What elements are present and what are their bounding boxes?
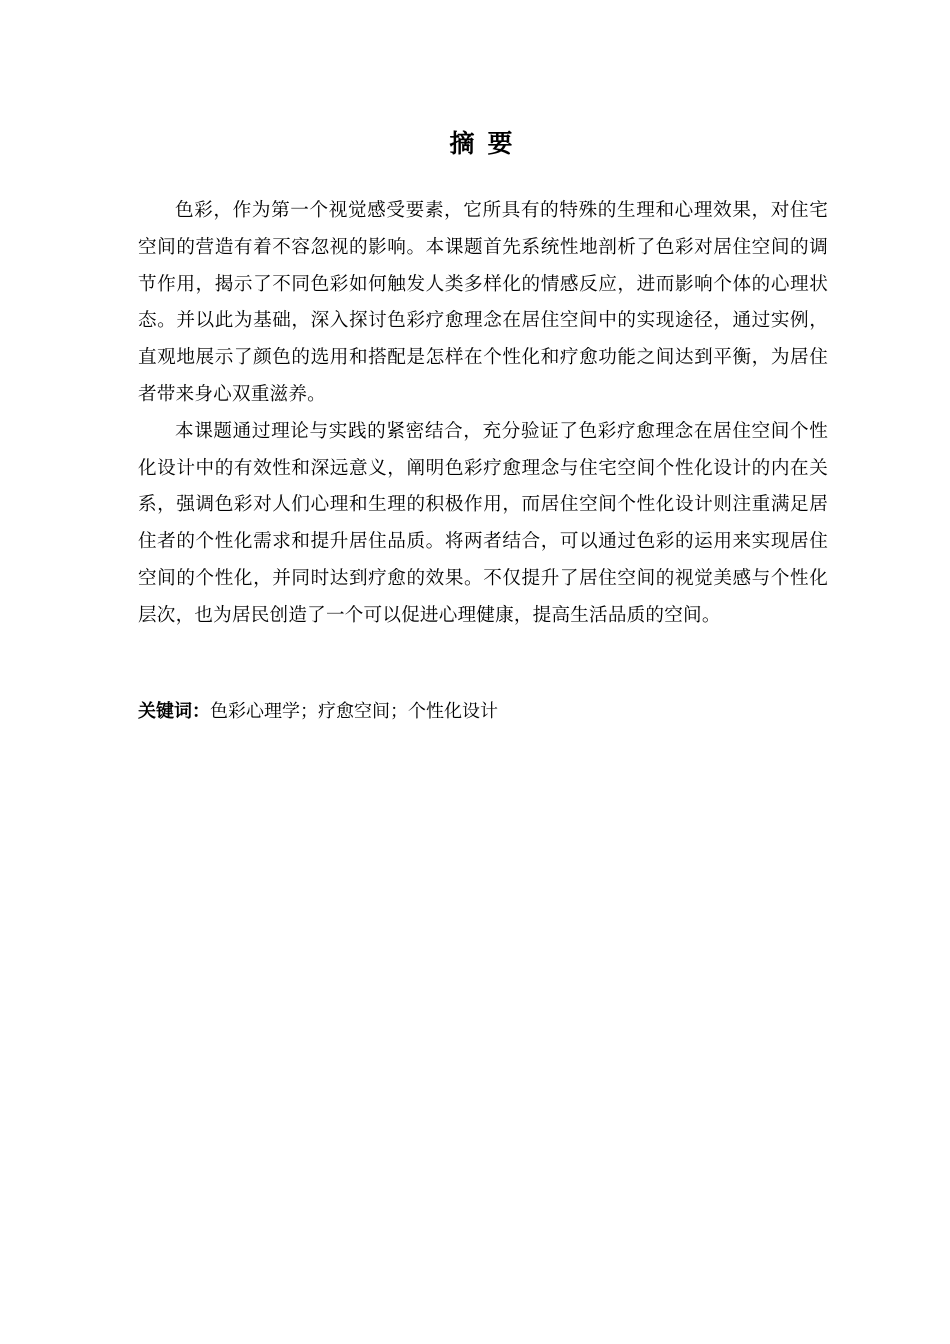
page-title: 摘要 [449, 129, 526, 158]
abstract-paragraph-1: 色彩，作为第一个视觉感受要素，它所具有的特殊的生理和心理效果，对住宅空间的营造有着不容忽视的影响。本课题首先系统性地剖析了色彩对居住空间的调节作用，揭示了不同色彩如何触发人类多样化的情感反应，进而影响个体的心理状态。并以此为基础，深入探讨色彩疗愈理念在居住空间中的实现途径，通过实例，直观地展示了颜色的选用和搭配是怎样在个性化和疗愈功能之间达到平衡，为居住者带来身心双重滋养。 [138, 200, 828, 405]
keywords-line [138, 694, 828, 730]
abstract-body [138, 193, 828, 635]
abstract-paragraph-2: 本课题通过理论与实践的紧密结合，充分验证了色彩疗愈理念在居住空间个性化设计中的有效性和深远意义，阐明色彩疗愈理念与住宅空间个性化设计的内在关系，强调色彩对人们心理和生理的积极作用，而居住空间个性化设计则注重满足居住者的个性化需求和提升居住品质。将两者结合，可以通过色彩的运用来实现居住空间的个性化，并同时达到疗愈的效果。不仅提升了居住空间的视觉美感与个性化层次，也为居民创造了一个可以促进心理健康，提高生活品质的空间。 [138, 420, 828, 626]
keywords-label: 关键词： [138, 701, 210, 722]
keywords-value: 色彩心理学；疗愈空间；个性化设计 [210, 701, 498, 722]
